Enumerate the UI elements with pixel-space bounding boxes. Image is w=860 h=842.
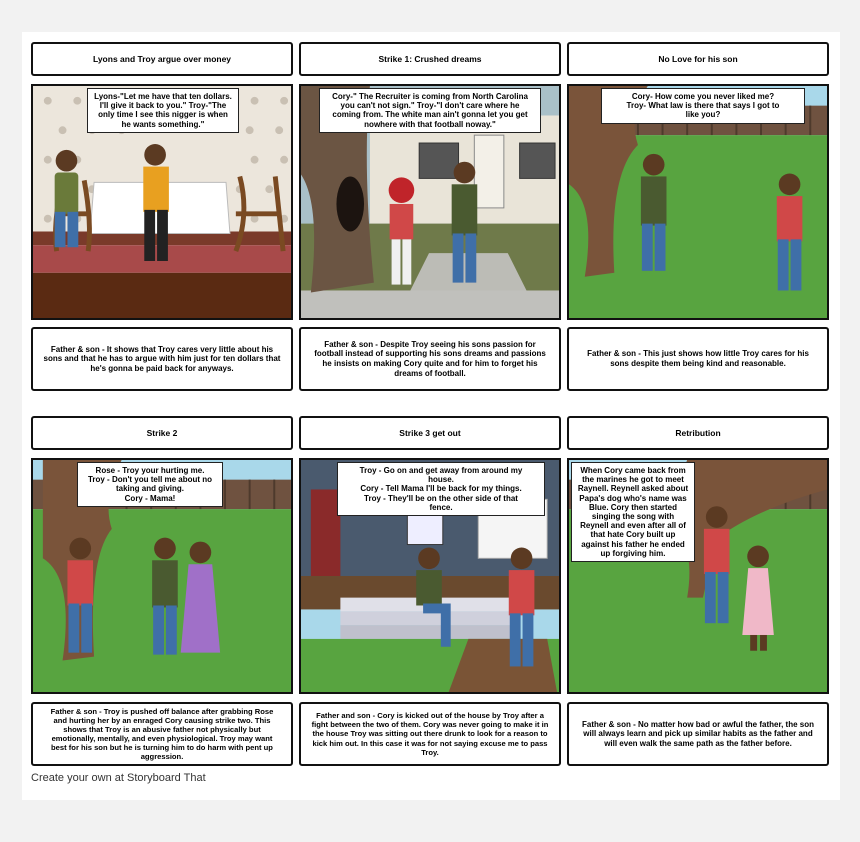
panel-1-title: Lyons and Troy argue over money [31,42,293,76]
panel-5-title: Strike 3 get out [299,416,561,450]
panel-6-title: Retribution [567,416,829,450]
panel-4-speech-bubble: Rose - Troy your hurting me. Troy - Don't you tell me about no taking and giving. Cory - Mama! [77,462,223,507]
panel-2-title: Strike 1: Crushed dreams [299,42,561,76]
panel-4-title: Strike 2 [31,416,293,450]
panel-3-description: Father & son - This just shows how little Troy cares for his sons despite them being kind and reasonable. [567,327,829,391]
panel-6-narration-box: When Cory came back from the marines he got to meet Raynell. Reynell asked about Papa's dog who's name was Blue. Cory then started singing the song with Reynell and even after all of that hate Cory built up against his father he ended up forgiving him. [571,462,695,562]
panel-2-speech-bubble: Cory-" The Recruiter is coming from North Carolina you can't not sign." Troy-"I don't care where he coming from. The white man ain't gonna let you get nowhere with that football noway." [319,88,541,133]
panel-2-scene [299,84,561,320]
panel-4-scene [31,458,293,694]
panel-1-scene [31,84,293,320]
panel-3-title: No Love for his son [567,42,829,76]
panel-5-speech-bubble: Troy - Go on and get away from around my house. Cory - Tell Mama I'll be back for my things. Troy - They'll be on the other side of that fence. [337,462,545,516]
panel-4-description: Father & son - Troy is pushed off balance after grabbing Rose and hurting her by an enraged Cory causing strike two. This shows that Troy is an abusive father not physically but emotionally, mentally, and even physiological. Troy may want best for his son but he is turning him to do harm with pent up aggression. [31,702,293,766]
storyboard-credit-link[interactable]: Create your own at Storyboard That [31,772,206,784]
panel-1-description: Father & son - It shows that Troy cares very little about his sons and that he has to argue with him just for ten dollars that he's gonna be paid back for anyways. [31,327,293,391]
panel-6-description: Father & son - No matter how bad or awful the father, the son will always learn and pick up similar habits as the father and will even walk the same path as the father before. [567,702,829,766]
panel-1-speech-bubble: Lyons-"Let me have that ten dollars. I'll give it back to you." Troy-"The only time I see this nigger is when he wants something." [87,88,239,133]
panel-5-scene [299,458,561,694]
panel-6-scene [567,458,829,694]
panel-3-scene [567,84,829,320]
panel-5-description: Father and son - Cory is kicked out of the house by Troy after a fight between the two of them. Cory was never going to make it in the house Troy was sitting out there drunk to look for a reason to kick him out. In this case it was for not saying excuse me to pass Troy. [299,702,561,766]
panel-3-speech-bubble: Cory- How come you never liked me? Troy- What law is there that says I got to like you? [601,88,805,124]
panel-2-description: Father & son - Despite Troy seeing his sons passion for football instead of supporting his sons dreams and passions he insists on making Cory quite and for him to forget his dreams of football. [299,327,561,391]
